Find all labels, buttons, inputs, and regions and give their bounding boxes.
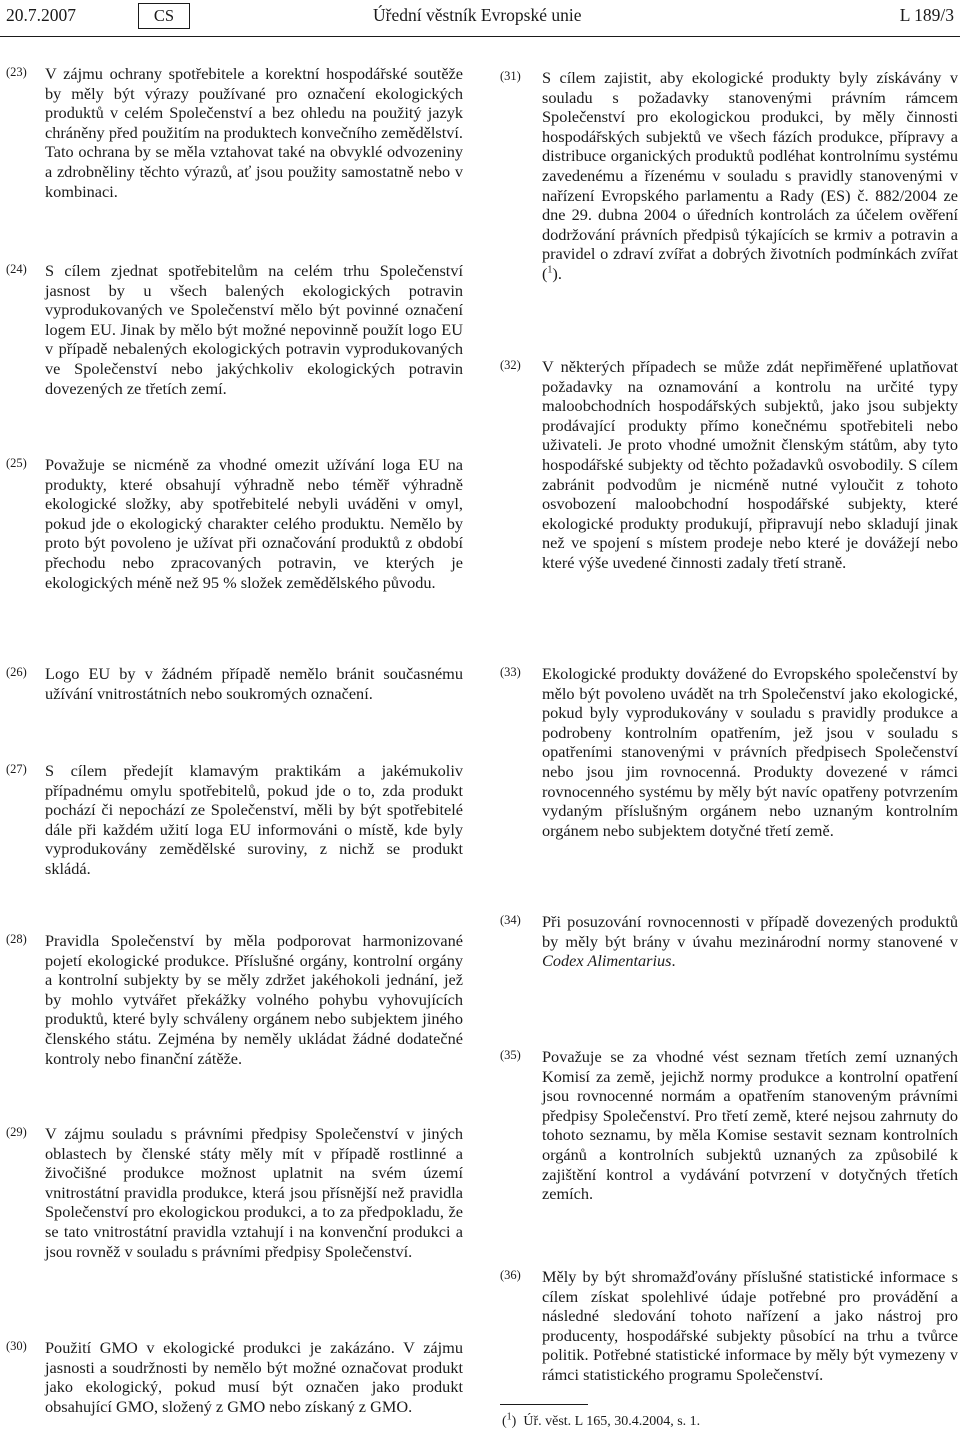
- recital-number: (25): [6, 456, 27, 470]
- recital-number: (24): [6, 262, 27, 276]
- recital-text: Pravidla Společenství by měla podporovat harmonizované pojetí ekologické produkce. Příslušné orgány, kontrolní orgány a kontrolní subjekty by se měly zdržet jakéhokoli jednání, jež by mohlo vytvářet překážky volného pohybu vyhovujících produktů, které byly schváleny orgánem nebo subjektem jiného členského státu. Zejména by neměly ukládat žádné dodatečné kontroly nebo finanční zátěže.: [45, 931, 463, 1068]
- header-date: 20.7.2007: [6, 5, 76, 25]
- recital-text: [542, 912, 958, 971]
- recital-number: (35): [500, 1048, 521, 1062]
- recital-number: (29): [6, 1125, 27, 1139]
- recital-text-main: S cílem zajistit, aby ekologické produkty byly získávány v souladu s požadavky stanovenými právním rámcem Společenství pro ekologickou produkci, by měly činnosti hospodářských subjektů ve všech fázích produkce, přípravy a distribuce organických produktů podléhat kontrolnímu systému zavedenému a řízenému v souladu s pravidly stanovenými v nařízení Evropského parlamentu a Rady (ES) č. 882/2004 ze dne 29. dubna 2004 o úředních kontrolách za účelem ověření dodržování právních předpisů týkajících se krmiv a potravin a pravidel o zdraví zvířat a dobrých životních podmínkách zvířat (: [542, 68, 958, 283]
- language-box: CS: [138, 3, 190, 29]
- recital-text: [542, 68, 958, 284]
- footnote: ($^1$) Úř. věst. L 165, 30.4.2004, s. 1.: [502, 1411, 701, 1429]
- recital-text-tail: ).: [552, 263, 562, 283]
- recital-text: Použití GMO v ekologické produkci je zakázáno. V zájmu jasnosti a soudržnosti by nemělo být možné označovat produkt jako ekologický, pokud musí být označen jako produkt obsahující GMO, složený z GMO nebo získaný z GMO.: [45, 1338, 463, 1416]
- recital-text-main: Při posuzování rovnocennosti v případě dovezených produktů by měly být brány v úvahu mezinárodní normy stanovené v: [542, 912, 958, 951]
- footnote-mark: 1: [506, 1411, 512, 1423]
- codex-title: Codex Alimentarius: [542, 951, 672, 971]
- recital-text: Považuje se nicméně za vhodné omezit užívání loga EU na produkty, které obsahují výhradně nebo téměř výhradně ekologické složky, aby spotřebitelé nebyli uváděni v omyl, pokud jde o ekologický charakter celého produktu. Nemělo by proto být povoleno je užívat při označování produktů z období přechodu nebo zpracovaných potravin, ve kterých je ekologických méně než 95 % složek zemědělského původu.: [45, 455, 463, 592]
- recital-number: (27): [6, 762, 27, 776]
- recital-number: (34): [500, 913, 521, 927]
- page-header: [0, 0, 960, 34]
- recital-text: V zájmu souladu s právními předpisy Společenství v jiných oblastech by členské státy měly mít v případě rostlinné a živočišné produkce možnost uplatnit na svém území vnitrostátní pravidla produkce, která jsou přísnější než pravidla Společenství pro ekologickou produkci, a to za předpokladu, že se tato vnitrostátní pravidla vztahují i na konvenční produkci a jsou rovněž v souladu s právními předpisy Společenství.: [45, 1124, 463, 1261]
- recital-number: (32): [500, 358, 521, 372]
- recital-number: (30): [6, 1339, 27, 1353]
- recital-text-tail: .: [671, 951, 676, 971]
- page-number: L 189/3: [899, 5, 954, 25]
- recital-text: Považuje se za vhodné vést seznam třetích zemí uznaných Komisí za země, jejichž normy produkce a kontrolní opatření jsou rovnocenné normám a opatřením stanoveným právními předpisy Společenství. Pro třetí země, které nejsou zahrnuty do tohoto seznamu, by měla Komise sestavit seznam kontrolních orgánů a kontrolních subjektů uznaných za způsobilé k zajištění kontrol a vydávání potvrzení v dotyčných třetích zemích.: [542, 1047, 958, 1204]
- recital-text: Logo EU by v žádném případě nemělo bránit současnému užívání vnitrostátních nebo soukromých označení.: [45, 664, 463, 703]
- header-rule: [0, 36, 960, 37]
- recital-text: V některých případech se může zdát nepřiměřené uplatňovat požadavky na oznamování a kontrolu na určité typy maloobchodních hospodářských subjektů, jako jsou subjekty prodávající produkty přímo konečnému spotřebiteli nebo uživateli. Je proto vhodné umožnit členským státům, aby tyto hospodářské subjekty od těchto požadavků osvobodily. S cílem zabránit podvodům je nicméně nutné vyloučit z tohoto osvobození maloobchodní hospodářské subjekty, které ekologické produkty produkují, připravují nebo skladují jinak než ve spojení s místem prodeje nebo které je dovážejí nebo které výše uvedené činnosti zadaly třetí straně.: [542, 357, 958, 572]
- recital-number: (33): [500, 665, 521, 679]
- footnote-reference[interactable]: 1: [547, 264, 553, 276]
- journal-title: Úřední věstník Evropské unie: [373, 5, 582, 25]
- recital-number: (26): [6, 665, 27, 679]
- recital-number: (31): [500, 69, 521, 83]
- recital-text: Měly by být shromažďovány příslušné statistické informace s cílem získat spolehlivé údaje potřebné pro provádění a následné sledování tohoto nařízení a jako nástroj pro producenty, hospodářské subjekty působící na trhu a tvůrce politik. Potřebné statistické informace by měly být vymezeny v rámci statistického programu Společenství.: [542, 1267, 958, 1384]
- recital-number: (23): [6, 65, 27, 79]
- recital-number: (36): [500, 1268, 521, 1282]
- recital-text: Ekologické produkty dovážené do Evropského společenství by mělo být povoleno uvádět na trh Společenství jako ekologické, pokud byly vyprodukovány v souladu s pravidly produkce a podrobeny kontrolním opatřením, jež jsou v souladu s opatřeními stanovenými v právních předpisech Společenství nebo jsou jim rovnocenná. Produkty dovezené v rámci rovnocenného systému by měly být navíc opatřeny potvrzením vydaným příslušným orgánem nebo uznaným kontrolním orgánem nebo subjektem dotyčné třetí země.: [542, 664, 958, 840]
- recital-number: (28): [6, 932, 27, 946]
- footnote-rule: [500, 1404, 588, 1405]
- footnote-text: Úř. věst. L 165, 30.4.2004, s. 1.: [523, 1414, 701, 1429]
- recital-text: S cílem předejít klamavým praktikám a jakémukoliv případnému omylu spotřebitelů, pokud jde o to, zda produkt pochází či nepochází ze Společenství, měli by být spotřebitelé dále při každém užití loga EU informováni o místě, kde byly vyprodukovány zemědělské suroviny, z nichž se produkt skládá.: [45, 761, 463, 878]
- recital-text: V zájmu ochrany spotřebitele a korektní hospodářské soutěže by měly být výrazy používané pro označení ekologických produktů v celém Společenství a bez ohledu na použitý jazyk chráněny před použitím na produktech konvečního zemědělství. Tato ochrana by se měla vztahovat také na obvyklé odvozeniny a zdrobněliny těchto výrazů, ať jsou použity samostatně nebo v kombinaci.: [45, 64, 463, 201]
- recital-text: S cílem zjednat spotřebitelům na celém trhu Společenství jasnost by u všech balených ekologických potravin vyprodukovaných ve Společenství mělo být povinné označení logem EU. Jinak by mělo být možné nepovinně použít logo EU v případě nebalených ekologických potravin vyprodukovaných ve Společenství nebo jakýchkoliv ekologických potravin dovezených ze třetích zemí.: [45, 261, 463, 398]
